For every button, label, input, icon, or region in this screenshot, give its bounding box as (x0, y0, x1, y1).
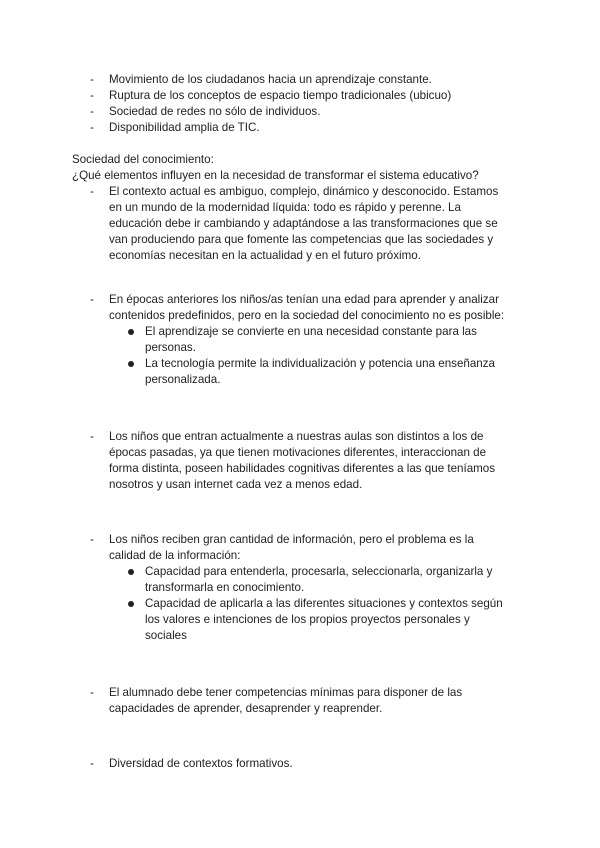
item-text-line: contenidos predefinidos, pero en la sociedad del conocimiento no es posible: (109, 309, 505, 322)
item-text-line: El alumnado debe tener competencias mínimas para disponer de las (109, 686, 463, 699)
item-text-line: en un mundo de la modernidad líquida: todo es rápido y perenne. La (109, 201, 461, 214)
sub-item-line: La tecnología permite la individualización y potencia una enseñanza (145, 357, 495, 370)
item-text-line: forma distinta, poseen habilidades cognitivas diferentes a las que teníamos (109, 462, 496, 475)
intro-item: Sociedad de redes no sólo de individuos. (109, 105, 321, 118)
dash-marker: - (90, 105, 94, 118)
item-text-line: van produciendo para que fomente las competencias que las sociedades y (109, 233, 494, 246)
sub-item-line: sociales (145, 629, 187, 642)
item-text-line: Los niños que entran actualmente a nuestras aulas son distintos a los de (109, 430, 484, 443)
dash-marker: - (90, 293, 94, 306)
sub-item-line: personalizada. (145, 373, 221, 386)
dash-marker: - (90, 89, 94, 102)
bullet-dot (128, 569, 134, 575)
sub-item-line: Capacidad de aplicarla a las diferentes situaciones y contextos según (145, 597, 503, 610)
dash-marker: - (90, 533, 94, 546)
item-text-line: épocas pasadas, ya que tienen motivaciones diferentes, interaccionan de (109, 446, 487, 459)
item-text-line: economías necesitan en la actualidad y en el futuro próximo. (109, 249, 421, 262)
sub-item-line: Capacidad para entenderla, procesarla, seleccionarla, organizarla y (145, 565, 493, 578)
item-text-line: nosotros y usan internet cada vez a menos edad. (109, 478, 363, 491)
item-text-line: calidad de la información: (109, 549, 241, 562)
dash-marker: - (90, 121, 94, 134)
item-text-line: En épocas anteriores los niños/as tenían una edad para aprender y analizar (109, 293, 499, 306)
item-text-line: educación debe ir cambiando y adaptándose a las transformaciones que se (109, 217, 498, 230)
dash-marker: - (90, 73, 94, 86)
question: ¿Qué elementos influyen en la necesidad de transformar el sistema educativo? (72, 169, 479, 182)
intro-item: Movimiento de los ciudadanos hacia un aprendizaje constante. (109, 73, 432, 86)
item-text-line: Diversidad de contextos formativos. (109, 757, 293, 770)
bullet-dot (128, 329, 134, 335)
bullet-dot (128, 361, 134, 367)
sub-item-line: El aprendizaje se convierte en una necesidad constante para las (145, 325, 477, 338)
sub-item-line: personas. (145, 341, 196, 354)
intro-item: Ruptura de los conceptos de espacio tiempo tradicionales (ubicuo) (109, 89, 452, 102)
dash-marker: - (90, 686, 94, 699)
item-text-line: capacidades de aprender, desaprender y reaprender. (109, 702, 383, 715)
dash-marker: - (90, 757, 94, 770)
bullet-dot (128, 601, 134, 607)
sub-item-line: los valores e intenciones de los propios proyectos personales y (145, 613, 470, 626)
sub-item-line: transformarla en conocimiento. (145, 581, 305, 594)
item-text-line: El contexto actual es ambiguo, complejo, dinámico y desconocido. Estamos (109, 185, 499, 198)
item-text-line: Los niños reciben gran cantidad de información, pero el problema es la (109, 533, 474, 546)
section-title: Sociedad del conocimiento: (72, 153, 214, 166)
dash-marker: - (90, 185, 94, 198)
intro-item: Disponibilidad amplia de TIC. (109, 121, 260, 134)
dash-marker: - (90, 430, 94, 443)
